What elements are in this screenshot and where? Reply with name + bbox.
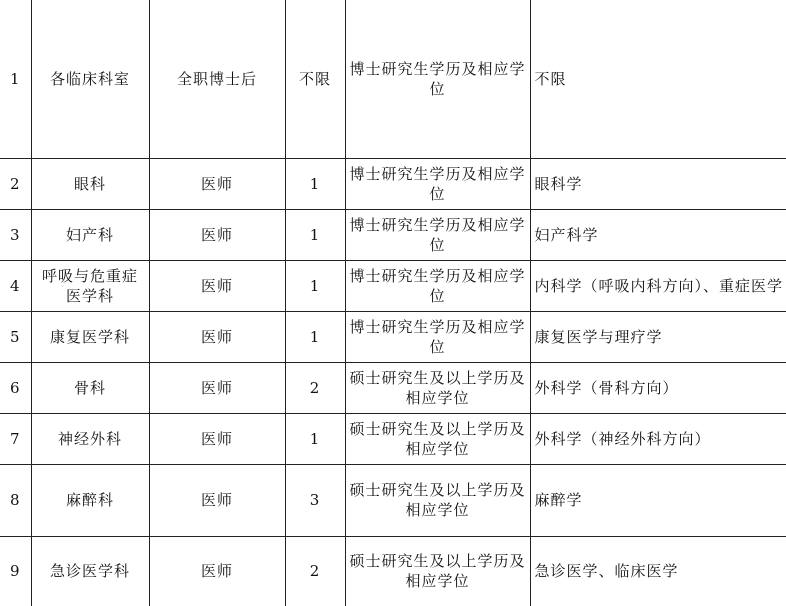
table-row <box>0 464 786 536</box>
major-cell: 急诊医学、临床医学 <box>530 536 786 606</box>
education-cell: 硕士研究生及以上学历及相应学位 <box>345 413 530 464</box>
table-row <box>0 413 786 464</box>
department-cell: 急诊医学科 <box>31 536 149 606</box>
table-row <box>0 158 786 209</box>
position-cell: 医师 <box>149 209 285 260</box>
department-cell: 妇产科 <box>31 209 149 260</box>
row-number: 4 <box>0 260 31 311</box>
major-cell: 内科学（呼吸内科方向）、重症医学 <box>530 260 786 311</box>
position-cell: 医师 <box>149 362 285 413</box>
row-number: 3 <box>0 209 31 260</box>
department-cell: 骨科 <box>31 362 149 413</box>
department-cell: 眼科 <box>31 158 149 209</box>
headcount-cell: 2 <box>285 536 345 606</box>
department-cell: 呼吸与危重症医学科 <box>31 260 149 311</box>
position-cell: 医师 <box>149 464 285 536</box>
headcount-cell: 1 <box>285 311 345 362</box>
table-row <box>0 362 786 413</box>
major-cell: 康复医学与理疗学 <box>530 311 786 362</box>
headcount-cell: 1 <box>285 209 345 260</box>
headcount-cell: 不限 <box>285 0 345 158</box>
row-number: 9 <box>0 536 31 606</box>
position-cell: 医师 <box>149 413 285 464</box>
row-number: 6 <box>0 362 31 413</box>
table-row <box>0 209 786 260</box>
education-cell: 博士研究生学历及相应学位 <box>345 0 530 158</box>
headcount-cell: 3 <box>285 464 345 536</box>
table-row <box>0 260 786 311</box>
education-cell: 硕士研究生及以上学历及相应学位 <box>345 362 530 413</box>
headcount-cell: 1 <box>285 260 345 311</box>
major-cell: 不限 <box>530 0 786 158</box>
education-cell: 博士研究生学历及相应学位 <box>345 260 530 311</box>
position-cell: 医师 <box>149 260 285 311</box>
education-cell: 博士研究生学历及相应学位 <box>345 311 530 362</box>
headcount-cell: 1 <box>285 413 345 464</box>
table-row <box>0 0 786 158</box>
row-number: 8 <box>0 464 31 536</box>
row-number: 1 <box>0 0 31 158</box>
department-cell: 各临床科室 <box>31 0 149 158</box>
row-number: 2 <box>0 158 31 209</box>
position-cell: 全职博士后 <box>149 0 285 158</box>
position-cell: 医师 <box>149 158 285 209</box>
table-row <box>0 311 786 362</box>
headcount-cell: 2 <box>285 362 345 413</box>
major-cell: 外科学（神经外科方向） <box>530 413 786 464</box>
major-cell: 妇产科学 <box>530 209 786 260</box>
position-cell: 医师 <box>149 311 285 362</box>
major-cell: 眼科学 <box>530 158 786 209</box>
position-cell: 医师 <box>149 536 285 606</box>
table-row <box>0 536 786 606</box>
major-cell: 外科学（骨科方向） <box>530 362 786 413</box>
education-cell: 博士研究生学历及相应学位 <box>345 158 530 209</box>
education-cell: 硕士研究生及以上学历及相应学位 <box>345 536 530 606</box>
major-cell: 麻醉学 <box>530 464 786 536</box>
education-cell: 硕士研究生及以上学历及相应学位 <box>345 464 530 536</box>
education-cell: 博士研究生学历及相应学位 <box>345 209 530 260</box>
row-number: 5 <box>0 311 31 362</box>
headcount-cell: 1 <box>285 158 345 209</box>
department-cell: 麻醉科 <box>31 464 149 536</box>
row-number: 7 <box>0 413 31 464</box>
department-cell: 康复医学科 <box>31 311 149 362</box>
department-cell: 神经外科 <box>31 413 149 464</box>
